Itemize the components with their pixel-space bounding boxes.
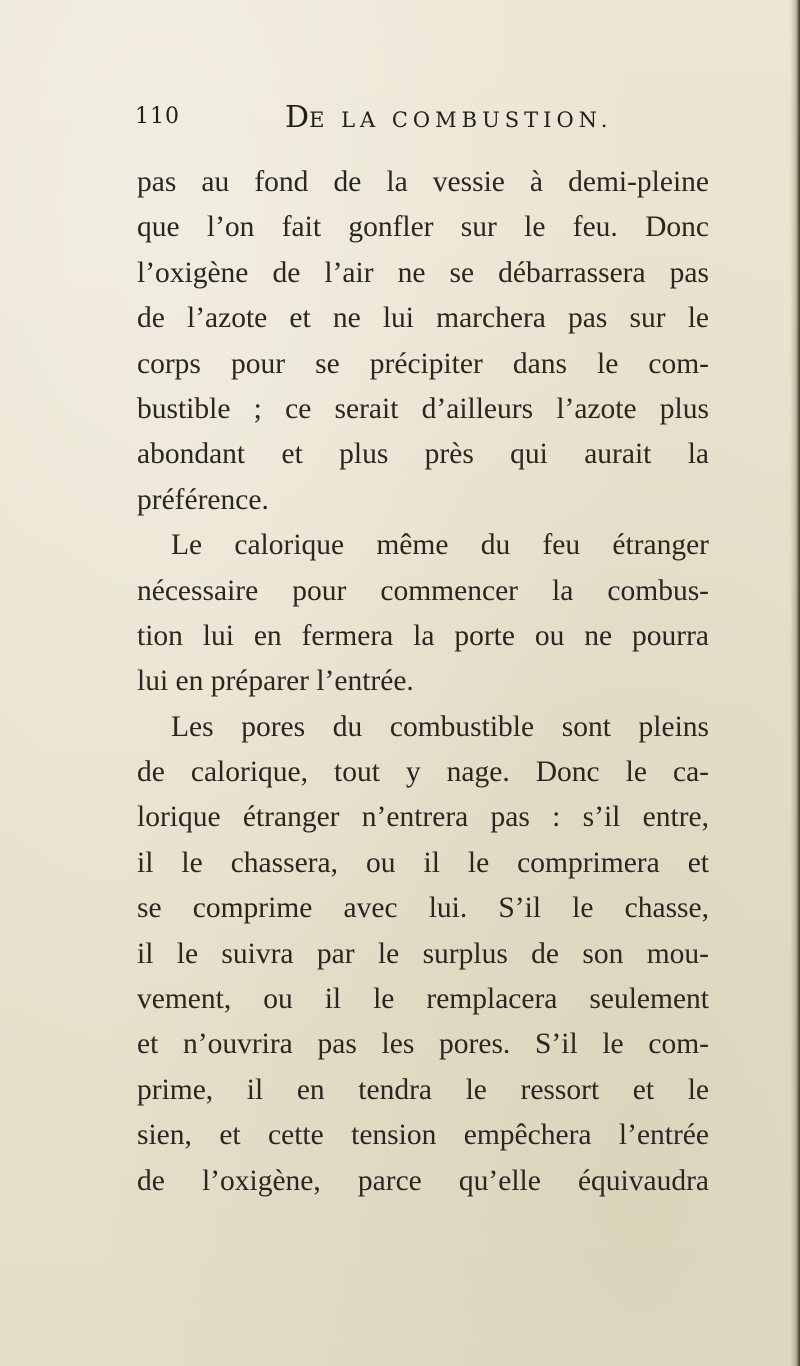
text-line: de l’azote et ne lui marchera pas sur le [137, 302, 709, 335]
running-title-rest: E LA COMBUSTION. [309, 108, 613, 132]
text-line: l’oxigène de l’air ne se débarrassera pas [137, 256, 709, 289]
text-line: il le chassera, ou il le comprimera et [137, 846, 709, 879]
text-line: pas au fond de la vessie à demi-pleine [137, 166, 709, 198]
text-line: Le calorique même du feu étranger [171, 529, 709, 562]
text-line: préférence. [137, 483, 269, 516]
page-header [135, 100, 705, 140]
text-line: Les pores du combustible sont pleins [171, 710, 709, 743]
text-line: et n’ouvrira pas les pores. S’il le com- [137, 1028, 709, 1061]
text-line: sien, et cette tension empêchera l’entrée [137, 1119, 709, 1152]
text-line: tion lui en fermera la porte ou ne pourra [137, 619, 709, 652]
text-line: que l’on fait gonfler sur le feu. Donc [137, 211, 709, 244]
running-title [285, 100, 612, 135]
text-line: de calorique, tout y nage. Donc le ca- [137, 756, 709, 789]
text-line: se comprime avec lui. S’il le chasse, [137, 892, 709, 925]
text-line: de l’oxigène, parce qu’elle équivaudra [137, 1164, 709, 1197]
text-line: vement, ou il le remplacera seulement [137, 983, 709, 1016]
text-line: prime, il en tendra le ressort et le [137, 1073, 709, 1106]
page-edge-shadow [790, 0, 800, 1366]
body-text [137, 160, 709, 1204]
page-number: 110 [135, 104, 180, 129]
running-title-initial: D [285, 100, 310, 135]
text-line: il le suivra par le surplus de son mou- [137, 937, 709, 970]
text-line: corps pour se précipiter dans le com- [137, 347, 709, 380]
text-line: nécessaire pour commencer la combus- [137, 574, 709, 607]
text-line: lorique étranger n’entrera pas : s’il entre, [137, 801, 709, 834]
text-line: bustible ; ce serait d’ailleurs l’azote plus [137, 392, 709, 425]
text-line: lui en préparer l’entrée. [137, 665, 414, 698]
text-line: abondant et plus près qui aurait la [137, 438, 709, 471]
